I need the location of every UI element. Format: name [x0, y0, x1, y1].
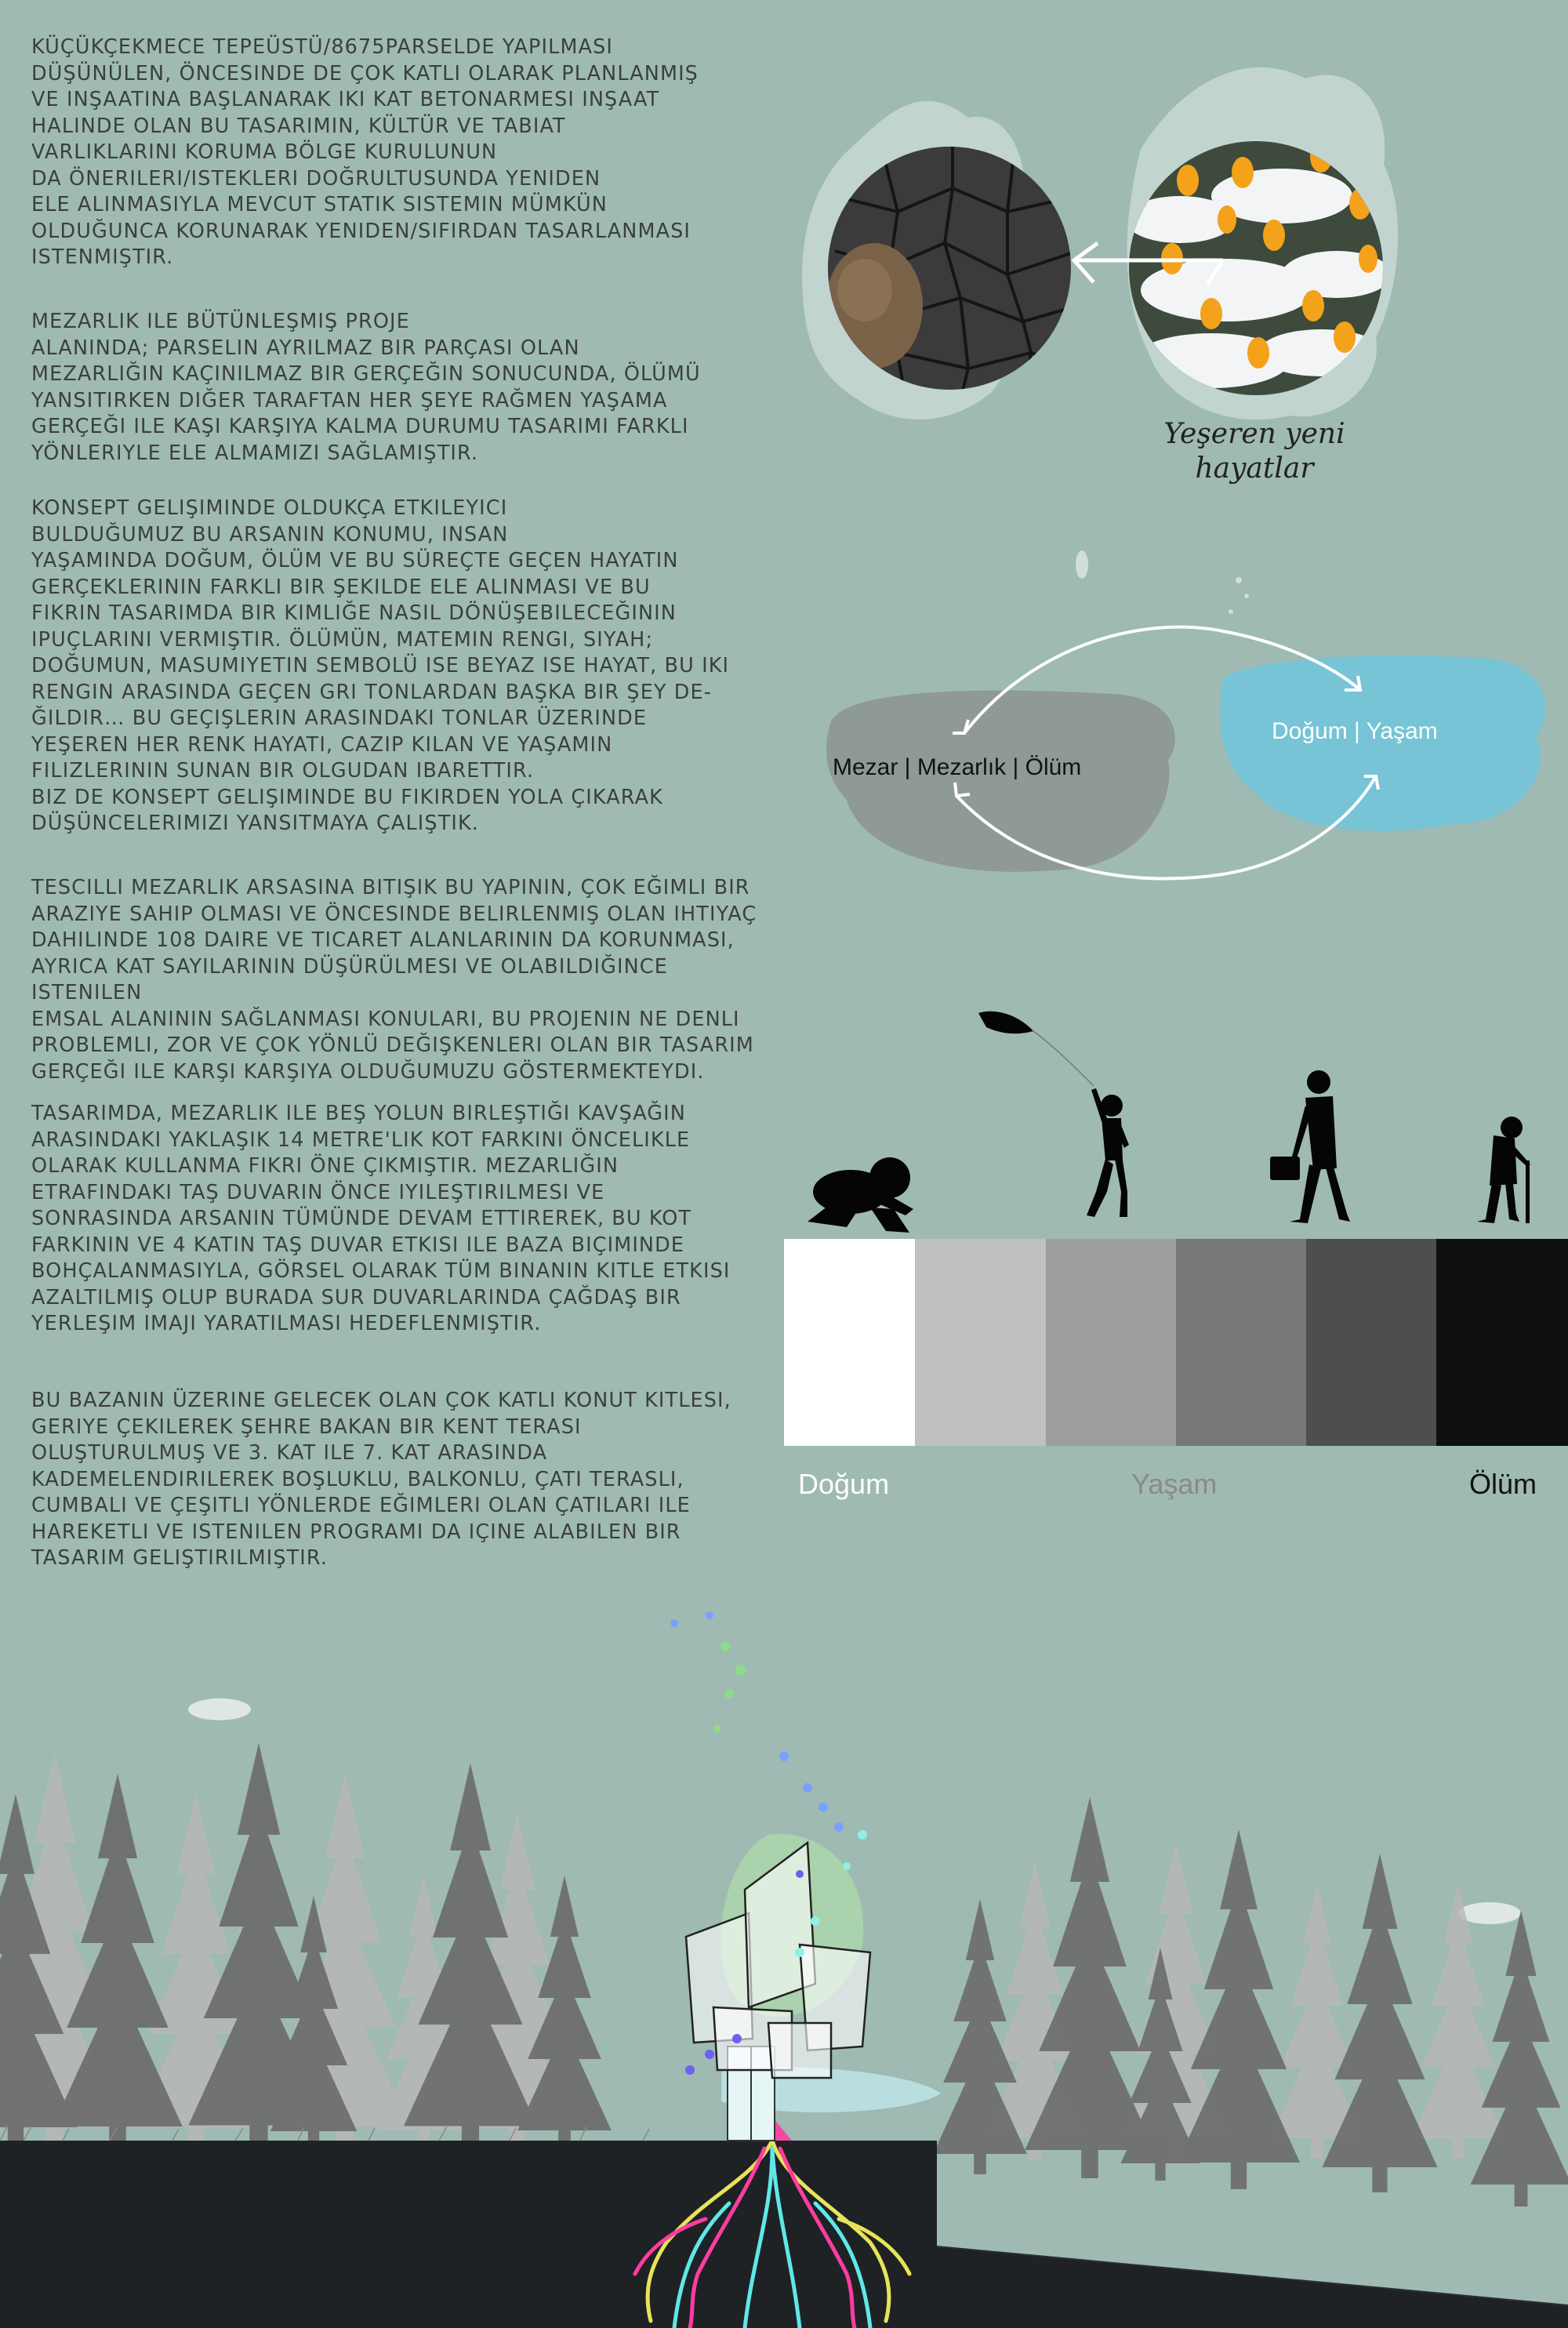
- swatch-5: [1306, 1239, 1436, 1446]
- building-massing-icon: [686, 1834, 941, 2141]
- swatch-2: [915, 1239, 1046, 1446]
- swatch-4: [1176, 1239, 1306, 1446]
- photo-comparison: [772, 55, 1525, 463]
- swatch-6: [1436, 1239, 1568, 1446]
- baby-crawling-icon: [808, 1157, 913, 1233]
- life-cycle-diagram: [815, 541, 1568, 902]
- life-label: Doğum | Yaşam: [1272, 718, 1438, 744]
- swatch-1: [784, 1239, 915, 1446]
- living-label: Yaşam: [1131, 1468, 1218, 1500]
- child-playing-icon: [1087, 1088, 1129, 1217]
- site-paragraph: TESCILLI MEZARLIK ARSASINA BITIŞIK BU YAPININ, ÇOK EĞIMLI BIR ARAZIYE SAHIP OLMASI VE ÖNCESINDE BELIRLENMIŞ OLAN IHTIYAÇ DAHILINDE 108 DAIRE VE TICARET ALANLARININ DA KORUNMASI, AYRICA KAT SAYILARININ DÜŞÜRÜLMESI VE OLABILDIĞINCE ISTENILEN EMSAL ALANININ SAĞLANMASI KONULARI, BU PROJENIN NE DENLI PROBLEMLI, ZOR VE ÇOK YÖNLÜ DEĞIŞKENLERI OLAN BIR TASARIM GERÇEĞI ILE KARŞI KARŞIYA OLDUĞUMUZU GÖSTERMEKTEYDI.: [31, 876, 757, 1084]
- cemetery-paragraph: MEZARLIK ILE BÜTÜNLEŞMIŞ PROJE ALANINDA; PARSELIN AYRILMAZ BIR PARÇASI OLAN MEZARLIĞIN KAÇINILMAZ BIR GERÇEĞIN SONUCUNDA, ÖLÜMÜ YANSITIRKEN DIĞER TARAFTAN HER ŞEYE RAĞMEN YAŞAMA GERÇEĞI ILE KAŞI KARŞIYA KALMA DURUMU TASARIMI FARKLI YÖNLERIYLE ELE ALMAMIZI SAĞLAMIŞTIR.: [31, 310, 701, 465]
- elderly-cane-icon: [1477, 1117, 1530, 1223]
- swatch-3: [1046, 1239, 1176, 1446]
- kite-icon: [978, 1011, 1094, 1086]
- birth-label: Doğum: [798, 1468, 890, 1500]
- concept-paragraph: KONSEPT GELIŞIMINDE OLDUKÇA ETKILEYICI BULDUĞUMUZ BU ARSANIN KONUMU, INSAN YAŞAMINDA DOĞUM, ÖLÜM VE BU SÜREÇTE GEÇEN HAYATIN GERÇEKLERININ FARKLI BIR ŞEKILDE ELE ALINMASI VE BU FIKRIN TASARIMDA BIR KIMLIĞE NASIL DÖNÜŞEBILECEĞININ IPUÇLARINI VERMIŞTIR. ÖLÜMÜN, MATEMIN RENGI, SIYAH; DOĞUMUN, MASUMIYETIN SEMBOLÜ ISE BEYAZ ISE HAYAT, BU IKI RENGIN ARASINDA GEÇEN GRI TONLARDAN BAŞKA BIR ŞEY DE- ĞILDIR… BU GEÇIŞLERIN ARASINDAKI TONLAR ÜZERINDE YEŞEREN HER RENK HAYATI, CAZIP KILAN VE YAŞAMIN FILIZLERININ SUNAN BIR OLGUDAN IBARETTIR. BIZ DE KONSEPT GELIŞIMINDE BU FIKIRDEN YOLA ÇIKARAK DÜŞÜNCELERIMIZI YANSITMAYA ÇALIŞTIK.: [31, 496, 730, 835]
- forest-landscape: [0, 1600, 1568, 2328]
- death-label: Mezar | Mezarlık | Ölüm: [833, 754, 1082, 780]
- tree-icon: [0, 1743, 612, 2156]
- death-end-label: Ölüm: [1469, 1468, 1537, 1500]
- housing-paragraph: BU BAZANIN ÜZERINE GELECEK OLAN ÇOK KATLI KONUT KITLESI, GERIYE ÇEKILEREK ŞEHRE BAKAN BIR KENT TERASI OLUŞTURULMUŞ VE 3. KAT ILE 7. KAT ARASINDA KADEMELENDIRILEREK BOŞLUKLU, BALKONLU, ÇATI TERASLI, CUMBALI VE ÇEŞITLI YÖNLERDE EĞIMLERI OLAN ÇATILARI ILE HAREKETLI VE ISTENILEN PROGRAMI DA IÇINE ALABILEN BIR TASARIM GELIŞTIRILMIŞTIR.: [31, 1389, 731, 1570]
- intro-paragraph: KÜÇÜKÇEKMECE TEPEÜSTÜ/8675PARSELDE YAPILMASI DÜŞÜNÜLEN, ÖNCESINDE DE ÇOK KATLI OLARAK PLANLANMIŞ VE INŞAATINA BAŞLANARAK IKI KAT BETONARMESI INŞAAT HALINDE OLAN BU TASARIMIN, KÜLTÜR VE TABIAT VARLIKLARINI KORUMA BÖLGE KURULUNUN DA ÖNERILERI/ISTEKLERI DOĞRULTUSUNDA YENIDEN ELE ALINMASIYLA MEVCUT STATIK SISTEMIN MÜMKÜN OLDUĞUNCA KORUNARAK YENIDEN/SIFIRDAN TASARLANMASI ISTENMIŞTIR.: [31, 35, 699, 269]
- life-stages: [784, 1004, 1568, 1239]
- businessman-icon: [1270, 1070, 1350, 1223]
- photo-caption: Yeşeren yeni hayatlar: [1163, 418, 1345, 485]
- design-paragraph: TASARIMDA, MEZARLIK ILE BEŞ YOLUN BIRLEŞTIĞI KAVŞAĞIN ARASINDAKI YAKLAŞIK 14 METRE'LIK KOT FARKINI ÖNCELIKLE OLARAK KULLANMA FIKRI ÖNE ÇIKMIŞTIR. MEZARLIĞIN ETRAFINDAKI TAŞ DUVARIN ÖNCE IYILEŞTIRILMESI VE SONRASINDA ARSANIN TÜMÜNDE DEVAM ETTIREREK, BU KOT FARKININ VE 4 KATIN TAŞ DUVAR ETKISI ILE BAZA BIÇIMINDE BOHÇALANMASIYLA, GÖRSEL OLARAK TÜM BINANIN KITLE ETKISI AZALTILMIŞ OLUP BURADA SUR DUVARLARINDA ÇAĞDAŞ BIR YERLEŞIM IMAJI YARATILMASI HEDEFLENMIŞTIR.: [31, 1102, 731, 1335]
